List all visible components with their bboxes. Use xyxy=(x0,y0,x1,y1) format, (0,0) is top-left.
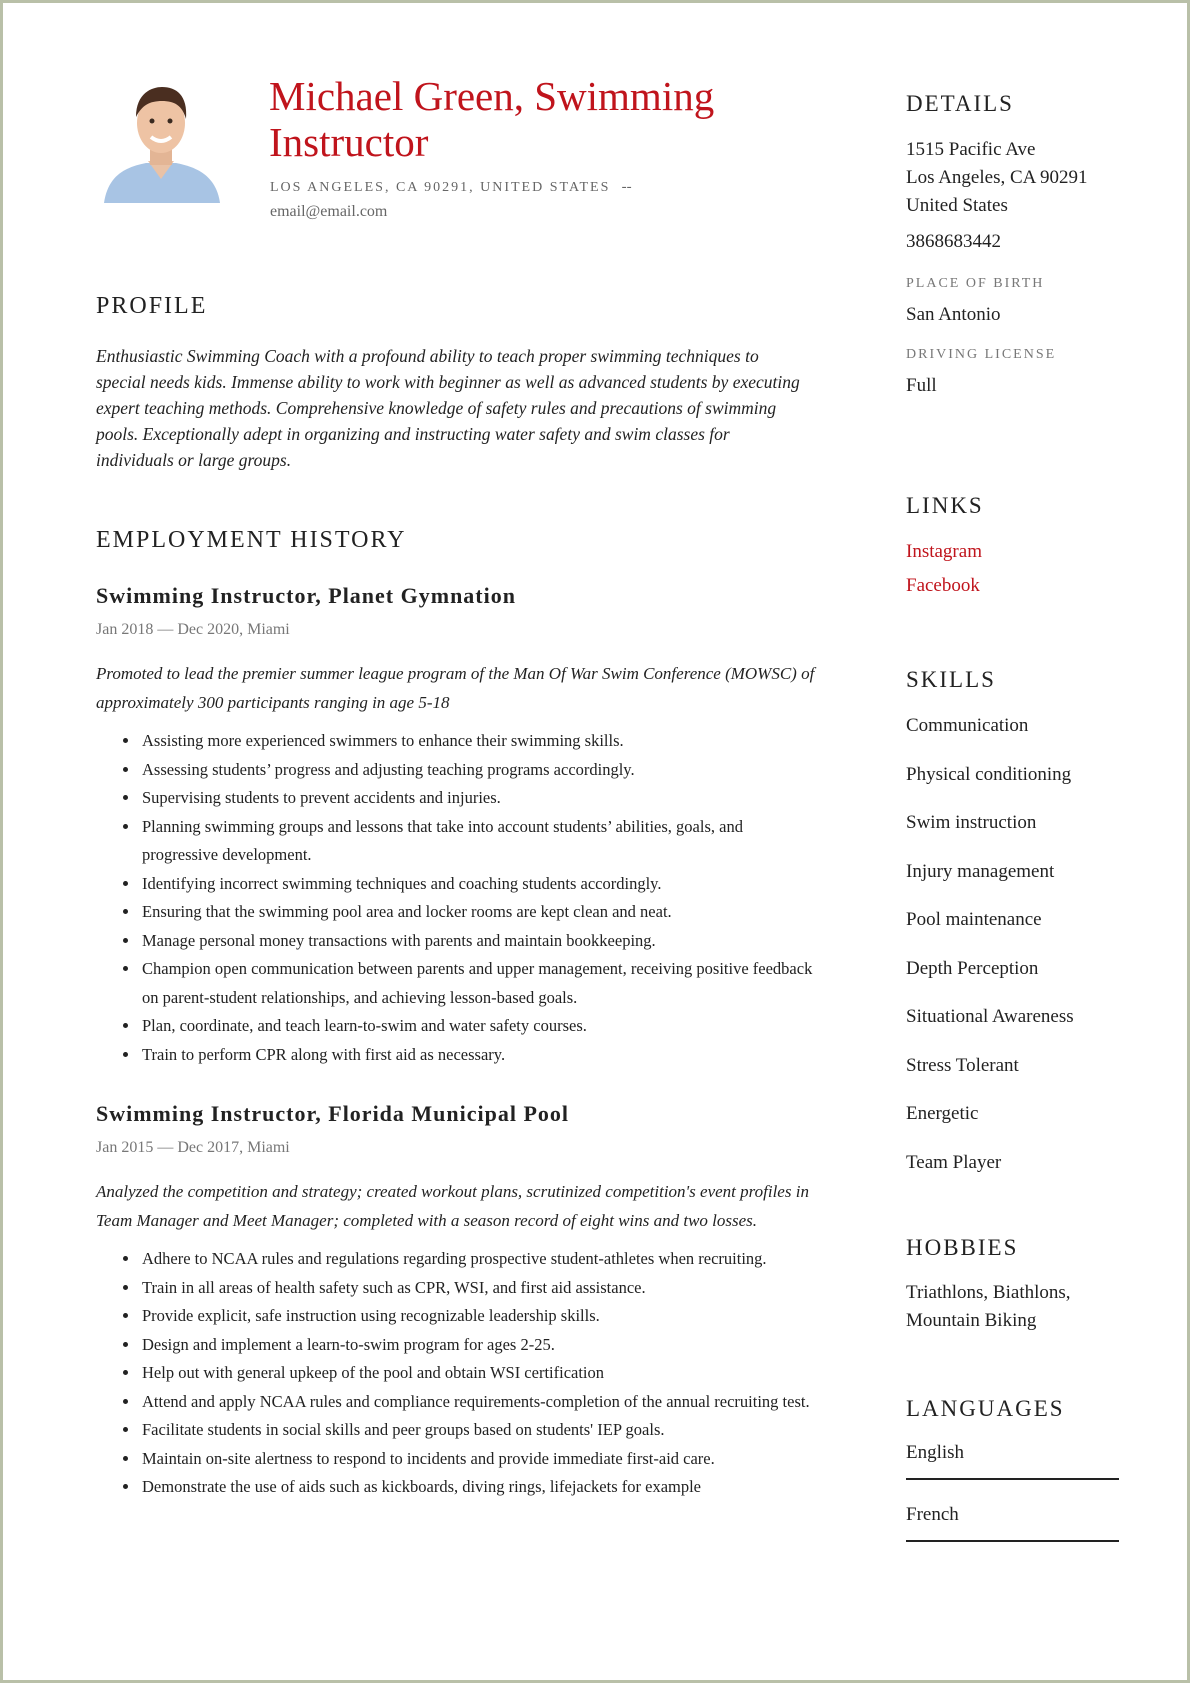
skill-item: Communication xyxy=(906,715,1029,736)
profile-text: Enthusiastic Swimming Coach with a profound ability to teach proper swimming techniques to special needs kids. Immense ability to work with beginner as well as advanced students by executing expert teaching methods. Comprehensive knowledge of safety rules and precautions of swimming pools. Exceptionally adept in organizing and instructing water safety and swim classes for individuals or large groups. xyxy=(96,346,800,470)
job-description: Promoted to lead the premier summer league program of the Man Of War Swim Conference (MOWSC) of approximately 300 participants ranging in age 5-18 xyxy=(96,664,815,712)
list-item: • Champion open communication between parents and upper management, receiving positive feedback on parent-student relationships, and achieving lesson-based goals. xyxy=(140,955,816,1012)
details-section xyxy=(906,91,1121,400)
list-item: • Identifying incorrect swimming techniques and coaching students accordingly. xyxy=(140,870,816,899)
job-description: Analyzed the competition and strategy; created workout plans, scrutinized competition's event profiles in Team Manager and Meet Manager; completed with a season record of eight wins and two losses. xyxy=(96,1182,809,1230)
hobbies-section xyxy=(906,1235,1121,1335)
profile-heading: PROFILE xyxy=(96,293,208,319)
hobbies-heading: HOBBIES xyxy=(906,1235,1019,1260)
languages-heading: LANGUAGES xyxy=(906,1396,1065,1421)
skill-item: Energetic xyxy=(906,1103,979,1124)
list-item: • Adhere to NCAA rules and regulations regarding prospective student-athletes when recruiting. xyxy=(140,1245,816,1274)
address-city: Los Angeles, CA 90291 xyxy=(906,167,1088,188)
birth-label: PLACE OF BIRTH xyxy=(906,276,1045,291)
email-link[interactable]: email@email.com xyxy=(270,203,388,220)
language-item: French xyxy=(906,1504,1119,1542)
address: LOS ANGELES, CA 90291, UNITED STATES xyxy=(270,180,611,195)
list-item: • Help out with general upkeep of the pool and obtain WSI certification xyxy=(140,1359,816,1388)
link-facebook[interactable]: Facebook xyxy=(906,575,980,596)
contact-line xyxy=(270,179,632,221)
languages-section xyxy=(906,1396,1121,1566)
address-street: 1515 Pacific Ave xyxy=(906,139,1036,160)
list-item: • Supervising students to prevent accidents and injuries. xyxy=(140,784,816,813)
list-item: • Manage personal money transactions with parents and maintain bookkeeping. xyxy=(140,927,816,956)
job-title: Swimming Instructor, Planet Gymnation xyxy=(96,583,516,608)
job-entry xyxy=(96,583,816,1069)
list-item: • Assessing students’ progress and adjusting teaching programs accordingly. xyxy=(140,756,816,785)
skill-item: Pool maintenance xyxy=(906,909,1042,930)
details-heading: DETAILS xyxy=(906,91,1014,116)
job-title: Swimming Instructor, Florida Municipal Pool xyxy=(96,1101,570,1126)
contact-separator: -- xyxy=(621,179,632,195)
skill-item: Injury management xyxy=(906,860,1055,882)
links-section xyxy=(906,493,1121,597)
list-item: • Planning swimming groups and lessons that take into account students’ abilities, goals, and progressive development. xyxy=(140,813,816,870)
skills-heading: SKILLS xyxy=(906,667,996,692)
links-heading: LINKS xyxy=(906,493,984,518)
birth-value: San Antonio xyxy=(906,304,1001,325)
license-label: DRIVING LICENSE xyxy=(906,347,1057,362)
employment-heading: EMPLOYMENT HISTORY xyxy=(96,527,407,553)
hobbies-text: Triathlons, Biathlons, Mountain Biking xyxy=(906,1282,1071,1331)
job-bullets xyxy=(96,1245,816,1502)
profile-photo xyxy=(96,75,226,203)
skills-section xyxy=(906,667,1121,1200)
skill-item: Situational Awareness xyxy=(906,1006,1074,1027)
skill-item: Swim instruction xyxy=(906,812,1037,833)
list-item: • Provide explicit, safe instruction using recognizable leadership skills. xyxy=(140,1302,816,1331)
skill-item: Physical conditioning xyxy=(906,763,1072,785)
list-item: • Attend and apply NCAA rules and compliance requirements-completion of the annual recruiting test. xyxy=(140,1388,816,1417)
job-bullets xyxy=(96,727,816,1069)
job-dates: Jan 2015 — Dec 2017, Miami xyxy=(96,1139,290,1156)
list-item: • Plan, coordinate, and teach learn-to-swim and water safety courses. xyxy=(140,1012,816,1041)
candidate-name: Michael Green, Swimming Instructor xyxy=(269,73,715,165)
job-entry xyxy=(96,1101,816,1502)
list-item: • Train to perform CPR along with first aid as necessary. xyxy=(140,1041,816,1070)
language-item: English xyxy=(906,1442,1119,1480)
link-instagram[interactable]: Instagram xyxy=(906,541,982,562)
skill-item: Team Player xyxy=(906,1151,1002,1173)
list-item: • Design and implement a learn-to-swim program for ages 2-25. xyxy=(140,1331,816,1360)
address-country: United States xyxy=(906,195,1008,216)
license-value: Full xyxy=(906,375,937,396)
phone-number: 3868683442 xyxy=(906,231,1001,252)
job-dates: Jan 2018 — Dec 2020, Miami xyxy=(96,621,290,638)
skill-item: Depth Perception xyxy=(906,957,1039,979)
list-item: • Facilitate students in social skills and peer groups based on students' IEP goals. xyxy=(140,1416,816,1445)
list-item: • Ensuring that the swimming pool area and locker rooms are kept clean and neat. xyxy=(140,898,816,927)
list-item: • Train in all areas of health safety such as CPR, WSI, and first aid assistance. xyxy=(140,1274,816,1303)
list-item: • Demonstrate the use of aids such as kickboards, diving rings, lifejackets for example xyxy=(140,1473,816,1502)
skill-item: Stress Tolerant xyxy=(906,1054,1019,1076)
list-item: • Assisting more experienced swimmers to enhance their swimming skills. xyxy=(140,727,816,756)
list-item: • Maintain on-site alertness to respond to incidents and provide immediate first-aid care. xyxy=(140,1445,816,1474)
